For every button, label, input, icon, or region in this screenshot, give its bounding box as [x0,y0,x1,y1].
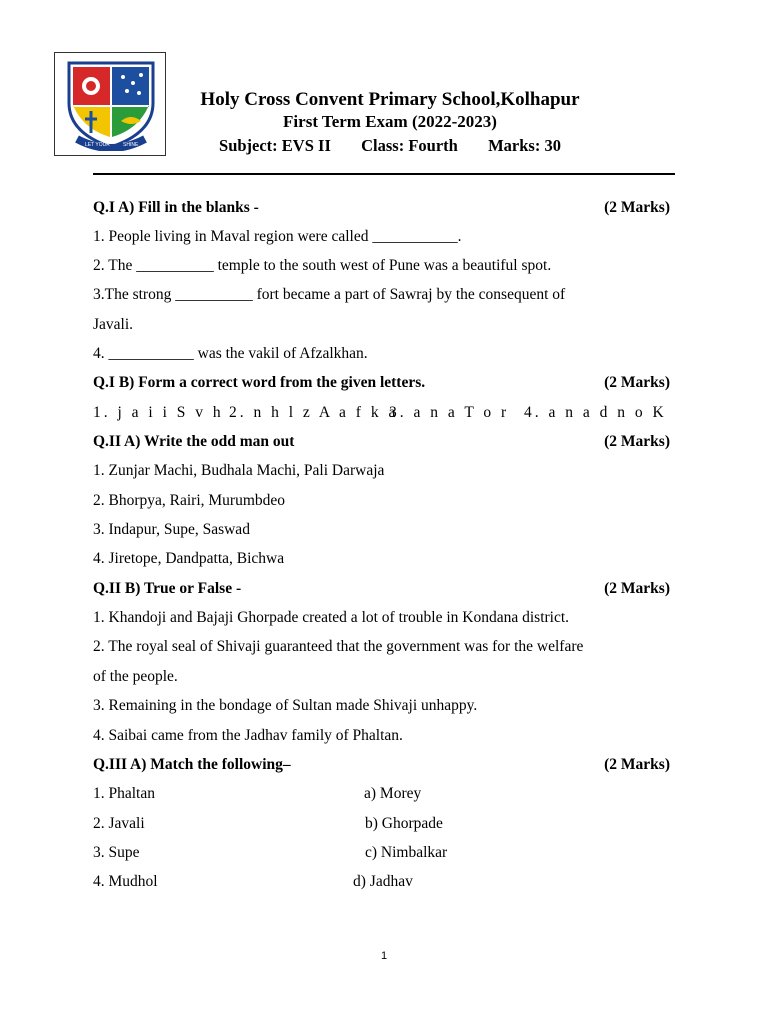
exam-info [150,136,630,156]
q3a-left-3: 3. Supe [93,844,140,861]
q2a-item-2: 2. Bhorpya, Rairi, Murumbdeo [93,492,286,509]
q2a-title: Q.II A) Write the odd man out [93,433,295,450]
q1a-item-2: 2. The __________ temple to the south west of Pune was a beautiful spot. [93,257,552,274]
q2b-item-2-cont: of the people. [93,668,178,685]
q2a-item-4: 4. Jiretope, Dandpatta, Bichwa [93,550,285,567]
q1b-item-1: 1. j a i i S v h [93,404,224,421]
q3a-left-1: 1. Phaltan [93,785,155,802]
q2a-item-3: 3. Indapur, Supe, Saswad [93,521,250,538]
q3a-right-1: a) Morey [364,785,422,802]
q1a-marks: (2 Marks) [604,199,670,216]
q1a-item-3-cont: Javali. [93,316,134,333]
q3a-marks: (2 Marks) [604,756,670,773]
school-crest-icon [63,59,159,151]
school-name: Holy Cross Convent Primary School,Kolhapur [200,89,580,110]
q1a-item-1: 1. People living in Maval region were called ___________. [93,228,462,245]
q2a-item-1: 1. Zunjar Machi, Budhala Machi, Pali Darwaja [93,462,385,479]
q1a-item-4: 4. ___________ was the vakil of Afzalkhan. [93,345,368,362]
logo-motto-left: LET YOUR [85,142,110,148]
q2b-item-1: 1. Khandoji and Bajaji Ghorpade created a lot of trouble in Kondana district. [93,609,570,626]
q1b-item-2: 2. n h l z A a f k a [229,404,399,421]
q3a-left-2: 2. Javali [93,815,145,832]
q3a-right-3: c) Nimbalkar [365,844,448,861]
q1b-marks: (2 Marks) [604,374,670,391]
exam-title: First Term Exam (2022-2023) [283,112,497,131]
q1b-title: Q.I B) Form a correct word from the given letters. [93,374,426,391]
q1b-item-3: 3. a n a T o r [389,404,510,421]
subject-label: Subject: EVS II [219,136,331,155]
page-number: 1 [380,950,388,962]
q3a-right-2: b) Ghorpade [365,815,443,832]
q1b-item-4: 4. a n a d n o K [524,404,667,421]
q2b-item-3: 3. Remaining in the bondage of Sultan made Shivaji unhappy. [93,697,478,714]
q3a-left-4: 4. Mudhol [93,873,158,890]
q1a-item-3: 3.The strong __________ fort became a part of Sawraj by the consequent of [93,286,566,303]
q2b-marks: (2 Marks) [604,580,670,597]
q3a-right-4: d) Jadhav [353,873,413,890]
logo-motto-right: SHINE [123,142,139,148]
q2b-item-2: 2. The royal seal of Shivaji guaranteed that the government was for the welfare [93,638,584,655]
q2b-title: Q.II B) True or False - [93,580,242,597]
marks-label: Marks: 30 [488,136,561,155]
class-label: Class: Fourth [361,136,458,155]
q2a-marks: (2 Marks) [604,433,670,450]
q1a-title: Q.I A) Fill in the blanks - [93,199,259,216]
header-divider [93,173,675,175]
q2b-item-4: 4. Saibai came from the Jadhav family of Phaltan. [93,727,403,744]
q3a-title: Q.III A) Match the following– [93,756,291,773]
